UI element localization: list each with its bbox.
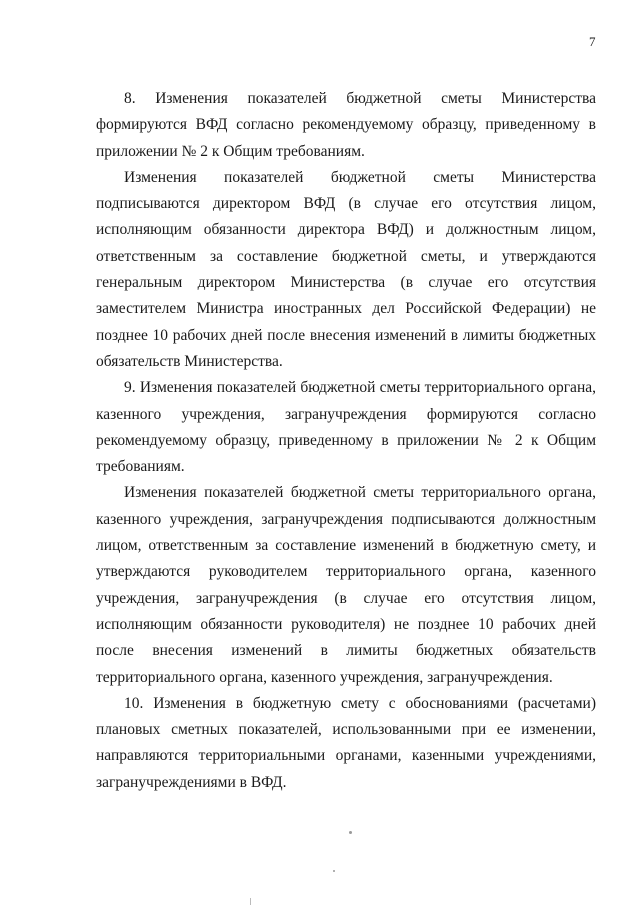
- paragraph-8-signing: Изменения показателей бюджетной сметы Министерства подписываются директором ВФД (в случае его отсутствия лицом, исполняющим обязанности директора ВФД) и должностным лицом, ответственным за составление бюджетной сметы, и утверждаются генеральным директором Министерства (в случае его отсутствия заместителем Министра иностранных дел Российской Федерации) не позднее 10 рабочих дней после внесения изменений в лимиты бюджетных обязательств Министерства.: [96, 168, 596, 370]
- scan-speck: [349, 831, 352, 834]
- scan-speck: [250, 898, 251, 905]
- paragraph-8: 8. Изменения показателей бюджетной сметы Министерства формируются ВФД согласно рекомендуемому образцу, приведенному в приложении № 2 к Общим требованиям.: [96, 90, 596, 160]
- paragraph-9: 9. Изменения показателей бюджетной сметы территориального органа, казенного учреждения, загранучреждения формируются согласно рекомендуемому образцу, приведенному в приложении № 2 к Общим требованиям.: [96, 379, 596, 476]
- scan-speck: [333, 870, 335, 872]
- document-body: [96, 86, 596, 796]
- page-number: 7: [589, 34, 596, 49]
- paragraph-10: 10. Изменения в бюджетную смету с обоснованиями (расчетами) плановых сметных показателей, использованными при ее изменении, направляются территориальными органами, казенными учреждениями, загранучреждениями в ВФД.: [96, 694, 596, 791]
- paragraph-9-signing: Изменения показателей бюджетной сметы территориального органа, казенного учреждения, загранучреждения подписываются должностным лицом, ответственным за составление изменений в бюджетную смету, и утверждаются руководителем территориального органа, казенного учреждения, загранучреждения (в случае его отсутствия лицом, исполняющим обязанности руководителя) не позднее 10 рабочих дней после внесения изменений в лимиты бюджетных обязательств территориального органа, казенного учреждения, загранучреждения.: [96, 484, 596, 686]
